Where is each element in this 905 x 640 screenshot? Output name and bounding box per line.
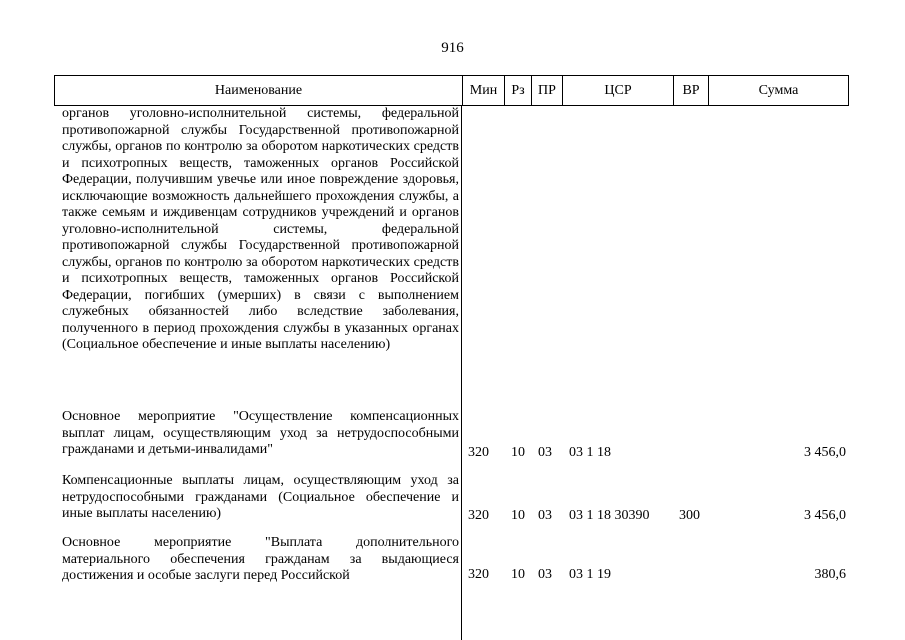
table-cell-sum: 3 456,0 <box>804 445 846 460</box>
table-row-name: Компенсационные выплаты лицам, осуществляющим уход за нетрудоспособными гражданами (Социальное обеспечение и иные выплаты населению) <box>62 473 459 521</box>
table-row-name: органов уголовно-исполнительной системы, федеральной противопожарной службы Государственной противопожарной службы, органов по контролю за оборотом наркотических средств и психотропных веществ, таможенных органов Российской Федерации, получившим увечье или иное повреждение здоровья, исключающие возможность дальнейшего прохождения службы, а также семьям и иждивенцам сотрудников учреждений и органов уголовно-исполнительной системы, федеральной противопожарной службы Государственной противопожарной службы, органов по контролю за оборотом наркотических средств и психотропных веществ, таможенных органов Российской Федерации, погибших (умерших) в связи с выполнением служебных обязанностей либо вследствие заболевания, полученного в период прохождения службы в указанных органах (Социальное обеспечение и иные выплаты населению) <box>62 106 459 352</box>
table-cell-pr: 03 <box>538 567 552 582</box>
header-min: Мин <box>462 76 504 105</box>
header-rz: Рз <box>504 76 531 105</box>
table-header <box>54 75 849 106</box>
table-cell-rz: 10 <box>511 508 525 523</box>
table-cell-min: 320 <box>468 567 489 582</box>
header-csr: ЦСР <box>562 76 673 105</box>
table-row-name: Основное мероприятие "Выплата дополнительного материального обеспечения гражданам за выдающиеся достижения и особые заслуги перед Российской <box>62 535 459 583</box>
table-cell-sum: 3 456,0 <box>804 508 846 523</box>
column-divider <box>461 106 462 640</box>
table-cell-vr: 300 <box>679 508 700 523</box>
table-cell-min: 320 <box>468 445 489 460</box>
table-cell-min: 320 <box>468 508 489 523</box>
table-cell-pr: 03 <box>538 508 552 523</box>
table-cell-csr: 03 1 18 30390 <box>569 508 650 523</box>
table-cell-sum: 380,6 <box>814 567 846 582</box>
header-name: Наименование <box>214 83 303 98</box>
table-cell-csr: 03 1 18 <box>569 445 611 460</box>
header-sum: Сумма <box>708 76 848 105</box>
table-cell-csr: 03 1 19 <box>569 567 611 582</box>
table-row-name: Основное мероприятие "Осуществление компенсационных выплат лицам, осуществляющим уход за нетрудоспособными гражданами и детьми-инвалидами" <box>62 409 459 457</box>
page-number: 916 <box>441 40 464 56</box>
table-cell-rz: 10 <box>511 567 525 582</box>
table-cell-pr: 03 <box>538 445 552 460</box>
header-vr: ВР <box>673 76 708 105</box>
table-cell-rz: 10 <box>511 445 525 460</box>
header-pr: ПР <box>531 76 562 105</box>
